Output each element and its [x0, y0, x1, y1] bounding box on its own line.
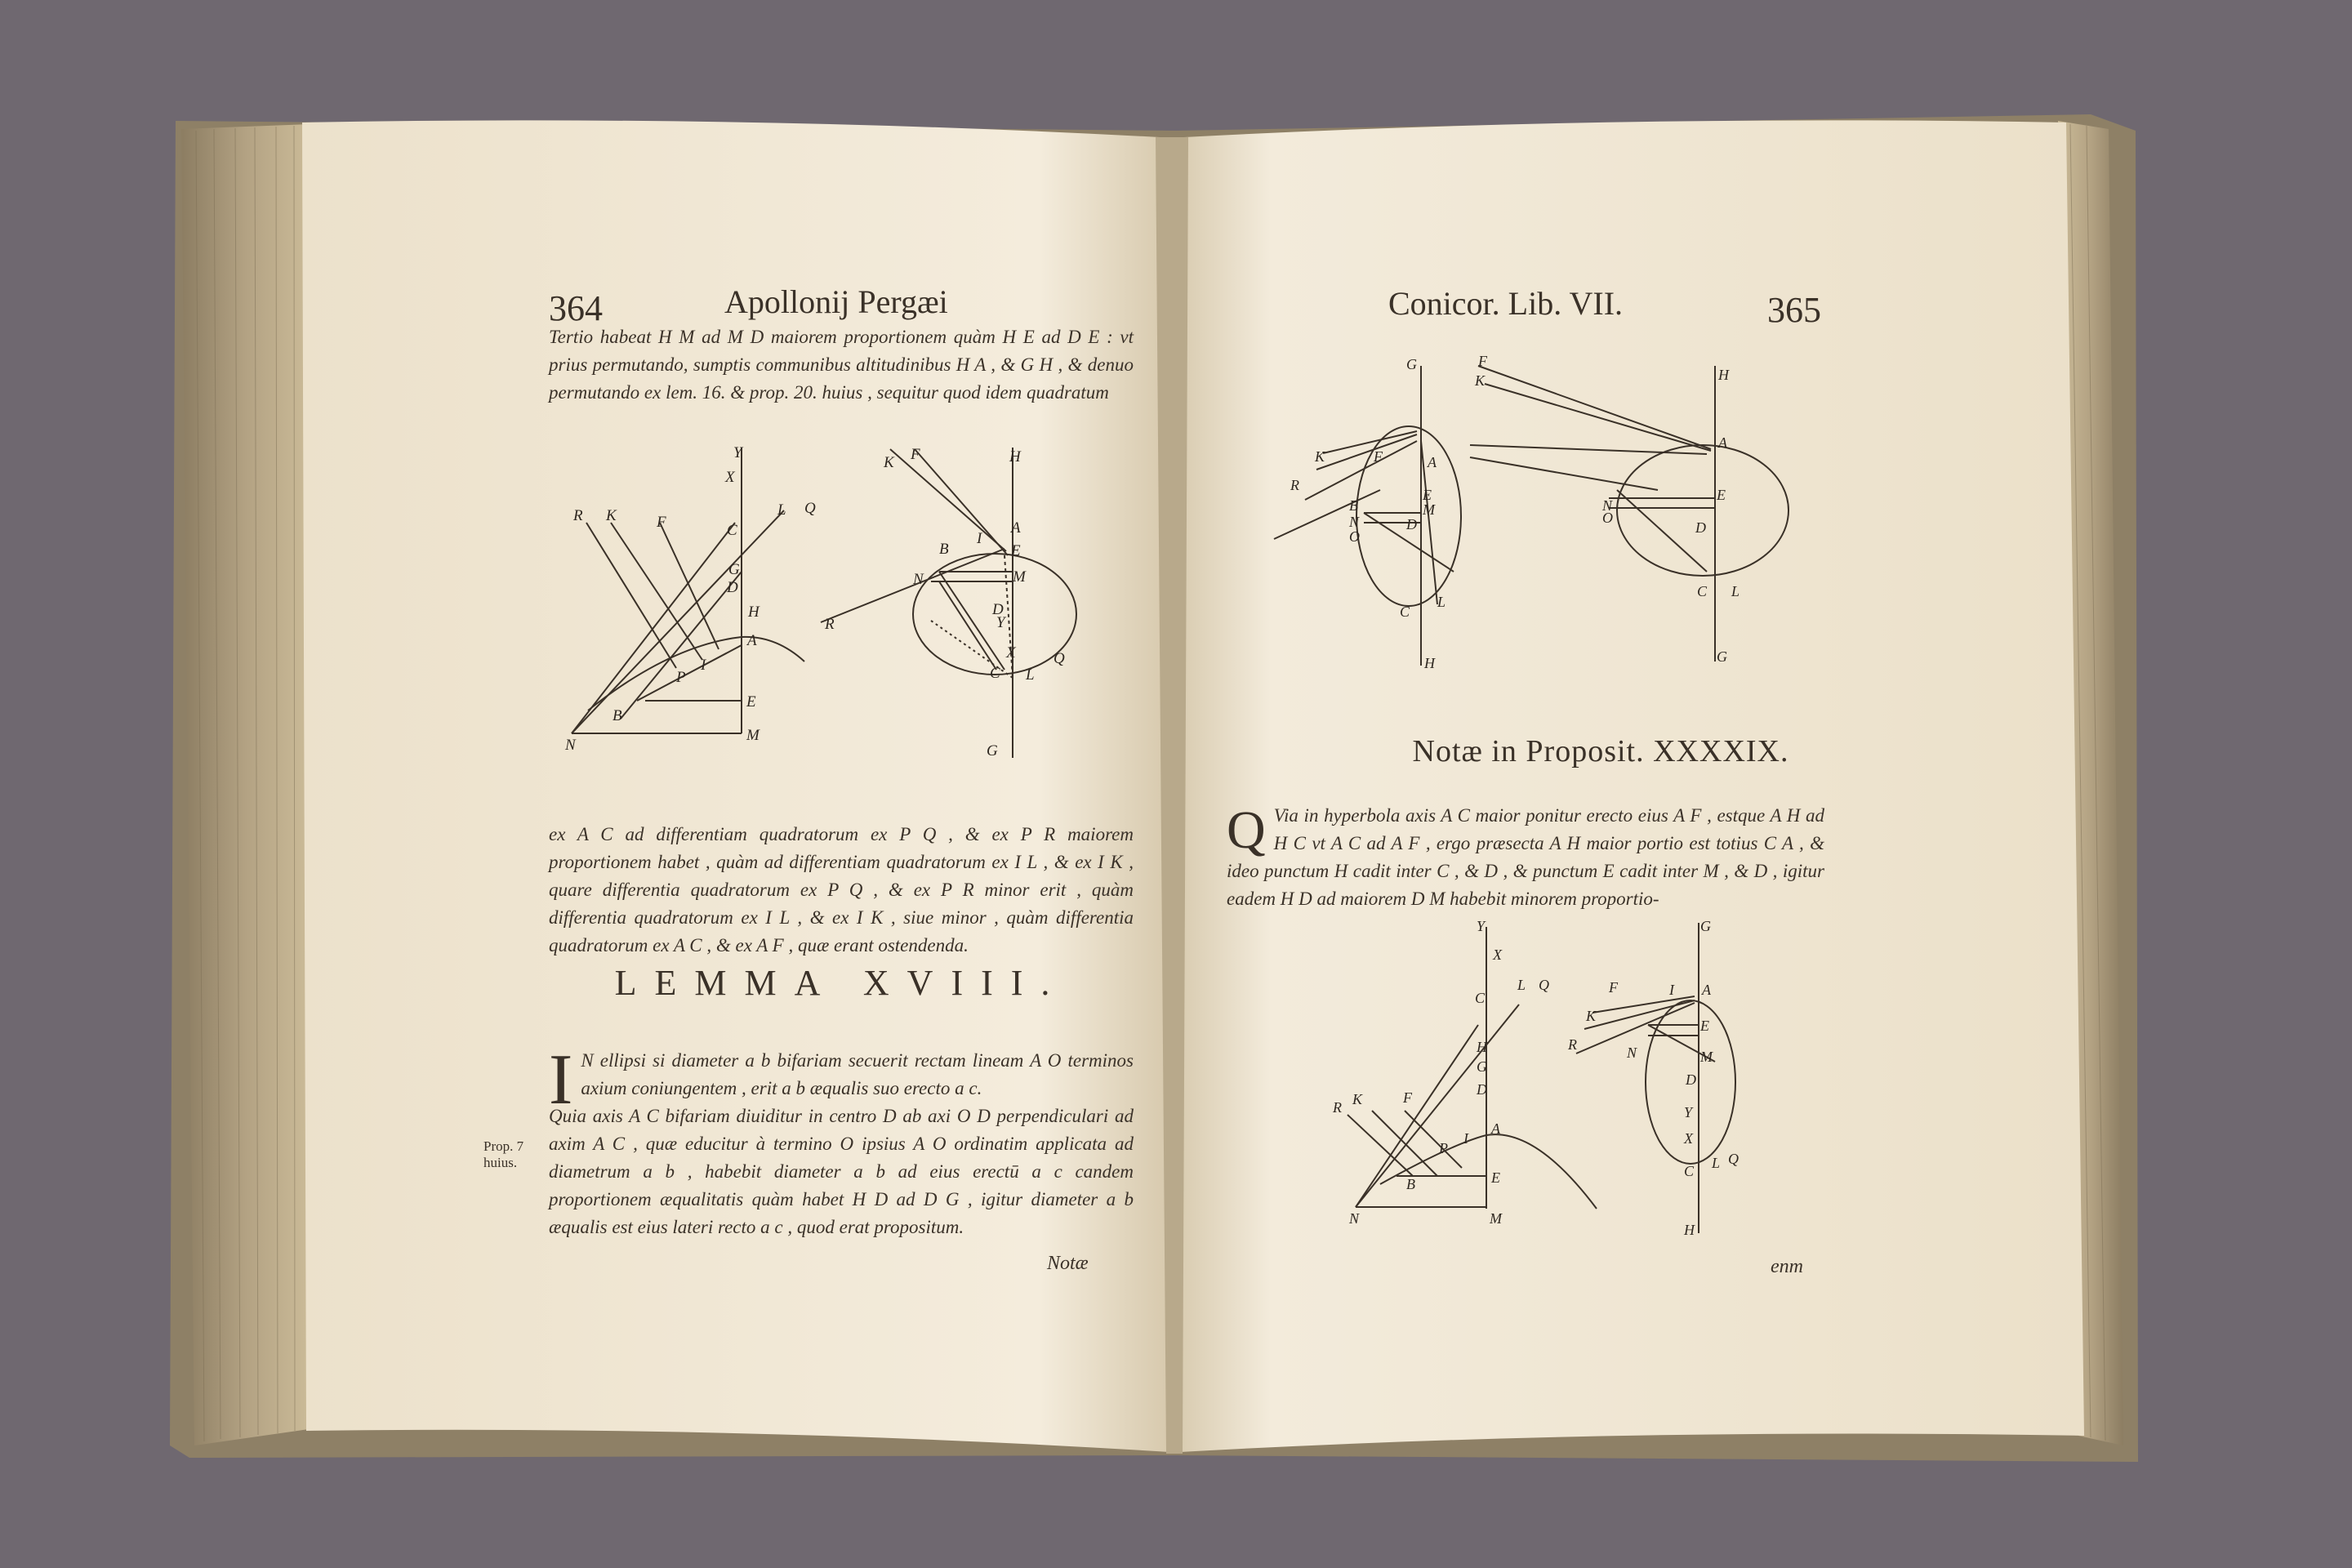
fig1-label: C — [727, 522, 737, 539]
fig1-label: X — [725, 469, 735, 486]
left-para-2: ex A C ad differentiam quadratorum ex P Q , & ex P R maiorem proportionem habet , quàm ad differentiam quadratorum ex I L , & ex I K , quare differentia quadratorum ex P Q , & ex P R minor erit , quàm differentia quadratorum ex I L , & ex I K , siue minor , quàm differentia quadratorum ex A C , & ex A F , quæ erant ostendenda. — [549, 824, 1134, 956]
left-page-edges — [181, 124, 310, 1446]
right-catchword: enm — [1771, 1256, 1803, 1277]
fig2-label: A — [1011, 519, 1021, 537]
figtr-label: L — [1731, 583, 1740, 599]
figbr-label: M — [1700, 1049, 1713, 1065]
fig2-label: B — [939, 541, 949, 558]
figtl-label: A — [1428, 454, 1437, 470]
figbr-label: R — [1568, 1036, 1577, 1053]
left-running-title: Apollonij Pergæi — [724, 283, 948, 320]
fig1-label: G — [728, 561, 740, 578]
figbl-label: R — [1333, 1099, 1342, 1116]
figbl-label: P — [1439, 1140, 1448, 1156]
fig2-label: N — [913, 571, 924, 588]
figbr-label: L — [1712, 1155, 1721, 1171]
figtl-label: G — [1406, 356, 1417, 372]
fig2-label: C — [990, 665, 1000, 682]
figbl-label: A — [1491, 1120, 1500, 1137]
left-page-number: 364 — [549, 288, 603, 328]
fig1-label: K — [606, 507, 617, 524]
figbr-label: N — [1627, 1045, 1637, 1061]
figbr-label: K — [1586, 1008, 1597, 1024]
notes-title: Notæ in Proposit. XXXXIX. — [1412, 734, 1789, 768]
margin-note: Prop. 7 huius. — [483, 1138, 524, 1170]
figbr-label: Q — [1728, 1151, 1739, 1167]
fig2-label: E — [1011, 542, 1021, 559]
fig2-label: H — [1009, 448, 1021, 466]
figtl-label: O — [1349, 528, 1360, 545]
figbl-label: Q — [1539, 977, 1549, 993]
figtl-label: K — [1315, 448, 1325, 465]
figbl-label: E — [1491, 1169, 1500, 1186]
figtl-label: R — [1290, 477, 1299, 493]
lemma-proof: Quia axis A C bifariam diuiditur in centro D ab axi O D perpendiculari ad axim A C , quæ educitur à termino O ipsius A O ordinatim applicata ad diametrum a b , habebit diameter a b ad eius erectū a c candem proportionem æqualitatis quàm habet H D ad D G , igitur diameter a b æqualis est eius lateri recto a c , quod erat propositum. — [549, 1106, 1134, 1237]
fig1-label: I — [701, 657, 706, 674]
fig2-label: R — [825, 616, 835, 633]
figbl-label: F — [1403, 1089, 1412, 1106]
figbl-label: B — [1406, 1176, 1415, 1192]
figtr-label: D — [1695, 519, 1706, 536]
figtr-label: H — [1718, 367, 1729, 383]
figbr-label: C — [1684, 1163, 1695, 1179]
figbr-label: E — [1700, 1018, 1709, 1034]
figtr-label: C — [1697, 583, 1708, 599]
figtr-label: A — [1718, 434, 1727, 451]
fig2-label: D — [992, 601, 1004, 618]
left-catchword: Notæ — [1047, 1253, 1089, 1274]
fig2-label: K — [884, 454, 894, 471]
figtr-label: N — [1602, 497, 1613, 514]
figbl-label: G — [1477, 1058, 1487, 1075]
figbr-label: H — [1684, 1222, 1695, 1238]
fig1-label: F — [657, 514, 666, 531]
figbl-label: C — [1475, 990, 1486, 1006]
fig1-label: D — [727, 579, 738, 596]
right-para-1-text: Via in hyperbola axis A C maior ponitur erecto eius A F , estque A H ad H C vt A C ad A F , ergo præsecta A H maior portio est totius C A , & ideo punctum H cadit inter C , & D , & punctum E cadit inter M , & D , igitur eadem H D ad maiorem D M habebit minorem proportio- — [1227, 805, 1824, 909]
figtr-label: E — [1717, 487, 1726, 503]
lemma-statement — [549, 1040, 1134, 1120]
fig2-label: M — [1013, 568, 1026, 586]
right-running-title: Conicor. Lib. VII. — [1388, 285, 1624, 322]
figtl-label: L — [1437, 594, 1446, 610]
fig1-label: L — [777, 501, 786, 519]
figbr-label: Y — [1684, 1104, 1693, 1120]
right-para-1 — [1227, 802, 1824, 913]
fig1-label: E — [746, 693, 756, 710]
figtl-label: N — [1349, 514, 1360, 530]
fig1-label: Q — [804, 500, 816, 517]
fig1-label: M — [746, 727, 760, 744]
fig2-label: Q — [1054, 650, 1065, 667]
fig2-label: I — [977, 530, 982, 547]
figbr-label: D — [1686, 1071, 1696, 1088]
figbr-label: X — [1684, 1130, 1693, 1147]
figtl-label: M — [1423, 501, 1435, 518]
figtl-label: H — [1424, 655, 1435, 671]
fig2-label: Y — [996, 614, 1005, 631]
fig1-label: N — [565, 737, 576, 754]
left-para-1: Tertio habeat H M ad M D maiorem proportionem quàm H E ad D E : vt prius permutando, sumptis communibus altitudinibus H A , & G H , & denuo permutando ex lem. 16. & prop. 20. huius , sequitur quod idem quadratum — [549, 327, 1134, 403]
figbl-label: M — [1490, 1210, 1502, 1227]
figtl-label: E — [1423, 487, 1432, 503]
figbr-label: F — [1609, 979, 1618, 996]
fig2-label: G — [987, 742, 998, 760]
fig1-label: P — [676, 669, 686, 686]
figtr-label: K — [1475, 372, 1486, 389]
fig1-label: Y — [733, 444, 742, 461]
figbl-label: L — [1517, 977, 1526, 993]
figbr-label: I — [1669, 982, 1674, 998]
fig1-label: R — [573, 507, 583, 524]
figtr-label: F — [1478, 353, 1487, 369]
figbl-label: Y — [1477, 918, 1486, 934]
right-running-head — [1388, 281, 1846, 338]
figbl-label: K — [1352, 1091, 1363, 1107]
figbl-label: N — [1349, 1210, 1360, 1227]
fig2-label: F — [911, 446, 920, 463]
figtl-label: B — [1349, 497, 1358, 514]
right-page-number: 365 — [1767, 290, 1821, 330]
figtl-label: D — [1406, 516, 1417, 532]
figbl-label: X — [1493, 947, 1502, 963]
fig1-label: B — [612, 707, 622, 724]
figbr-label: G — [1700, 918, 1711, 934]
figbl-label: H — [1477, 1039, 1487, 1055]
right-dropcap: Q — [1227, 800, 1266, 860]
figbl-label: I — [1463, 1130, 1468, 1147]
figbr-label: A — [1702, 982, 1711, 998]
fig1-label: H — [748, 604, 760, 621]
lemma-statement-text: N ellipsi si diameter a b bifariam secuerit rectam lineam A O terminos axium coniungentem , erit a b æqualis suo erecto a c. — [581, 1050, 1134, 1098]
lemma-title: LEMMA XVIII. — [614, 963, 1068, 1003]
figtl-label: C — [1400, 604, 1410, 620]
lemma-dropcap: I — [549, 1040, 573, 1120]
fig2-label: L — [1026, 666, 1035, 684]
fig1-label: A — [747, 632, 757, 649]
fig2-label: X — [1006, 644, 1016, 662]
figbl-label: D — [1477, 1081, 1487, 1098]
figtr-label: G — [1717, 648, 1727, 665]
figtr-label: O — [1602, 510, 1613, 526]
figtl-label: F — [1374, 448, 1383, 465]
